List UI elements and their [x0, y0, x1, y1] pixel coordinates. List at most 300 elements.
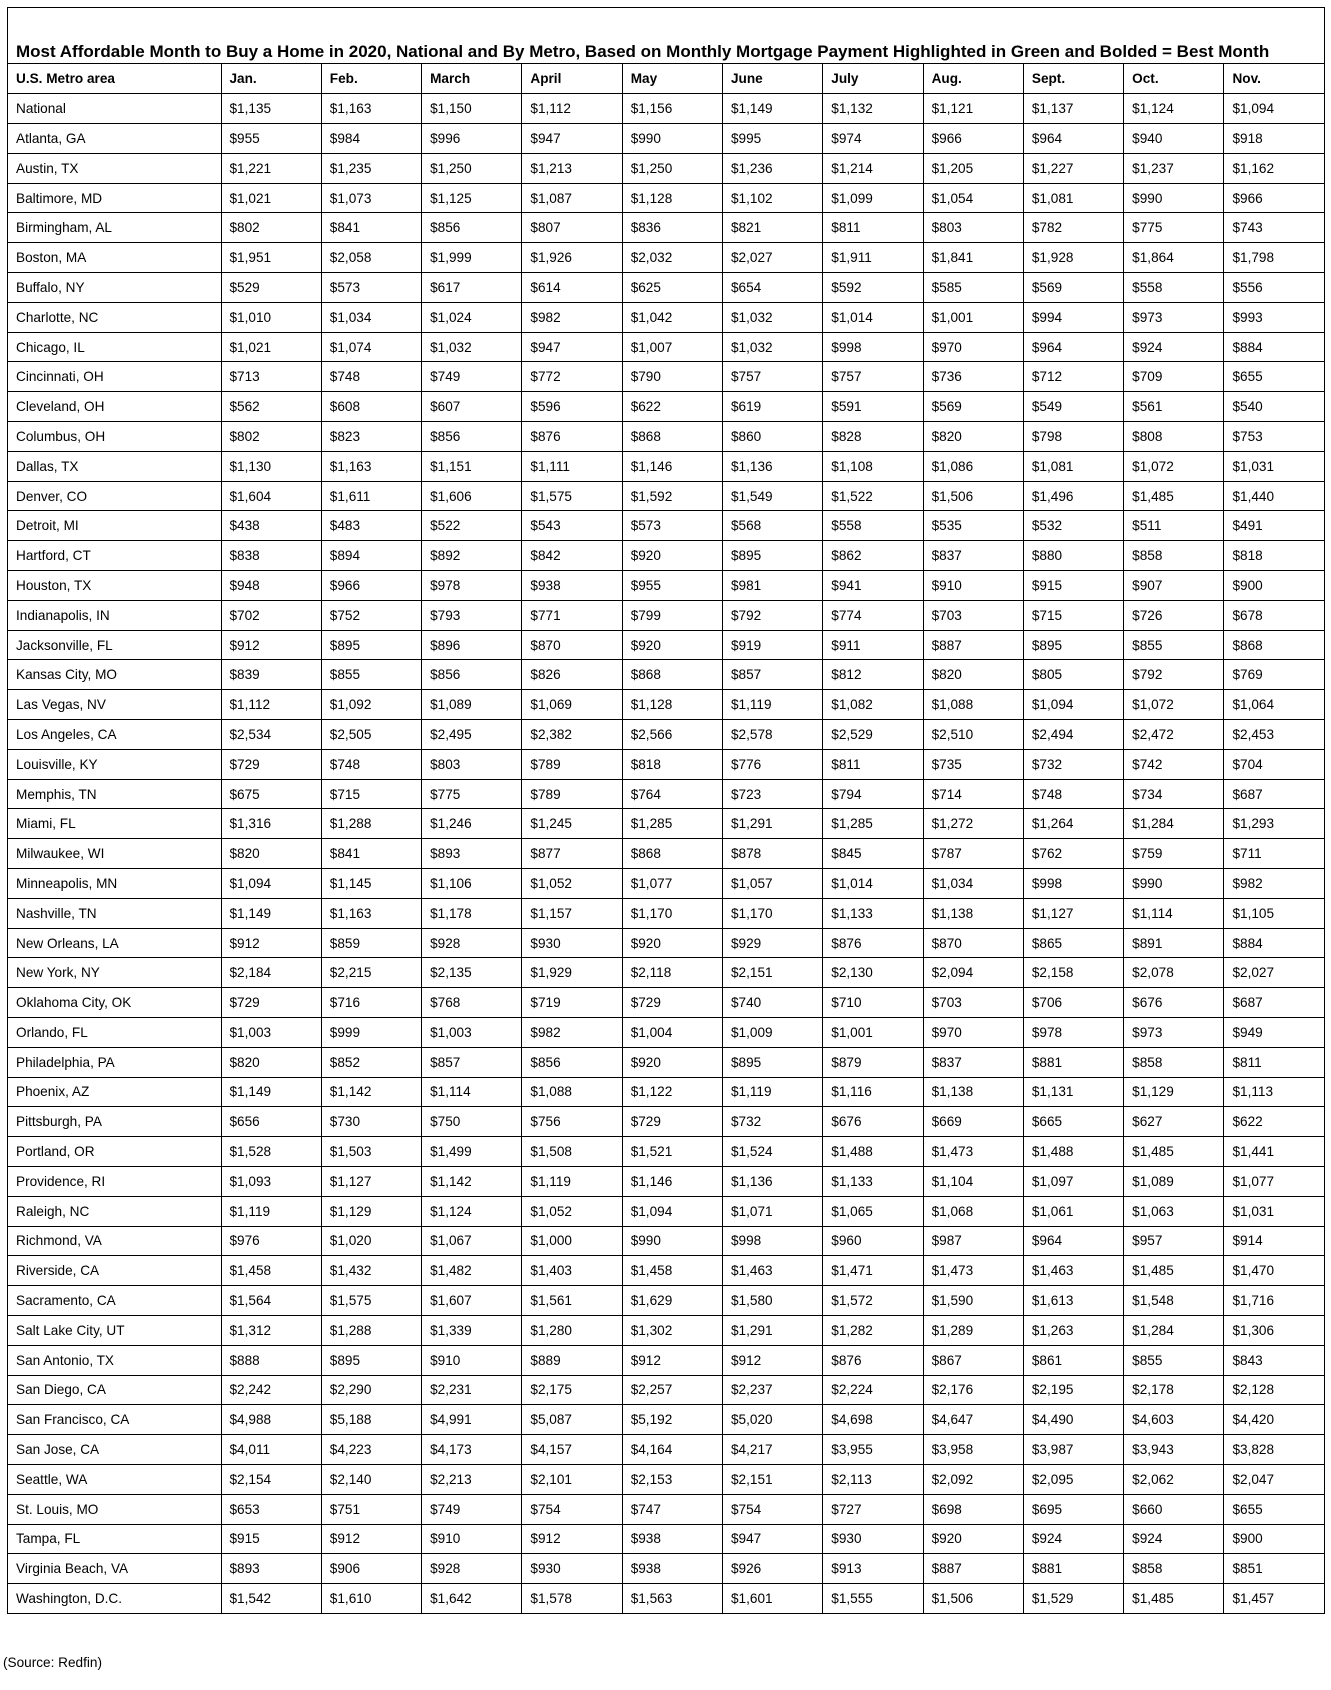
- payment-cell: $2,578: [722, 720, 822, 750]
- metro-name-cell: San Diego, CA: [8, 1375, 221, 1405]
- payment-cell: $1,032: [722, 332, 822, 362]
- payment-cell: $938: [622, 1554, 722, 1584]
- payment-cell: $818: [622, 749, 722, 779]
- payment-cell: $2,135: [422, 958, 522, 988]
- payment-cell: $687: [1224, 779, 1324, 809]
- payment-cell: $719: [522, 988, 622, 1018]
- payment-cell: $654: [722, 273, 822, 303]
- payment-cell: $1,116: [823, 1077, 923, 1107]
- payment-cell: $1,092: [321, 690, 421, 720]
- payment-cell: $892: [422, 541, 522, 571]
- payment-cell: $855: [1124, 1345, 1224, 1375]
- table-row: [8, 1047, 1324, 1077]
- payment-cell: $803: [923, 213, 1023, 243]
- payment-cell: $966: [923, 124, 1023, 154]
- payment-cell: $856: [422, 660, 522, 690]
- metro-name-cell: Nashville, TN: [8, 898, 221, 928]
- payment-cell: $2,231: [422, 1375, 522, 1405]
- payment-cell: $895: [1023, 630, 1123, 660]
- payment-cell: $715: [321, 779, 421, 809]
- payment-cell: $918: [1224, 124, 1324, 154]
- payment-cell: $858: [1124, 1554, 1224, 1584]
- payment-cell: $1,221: [221, 153, 321, 183]
- metro-name-cell: Kansas City, MO: [8, 660, 221, 690]
- payment-cell: $1,072: [1124, 690, 1224, 720]
- payment-cell: $2,257: [622, 1375, 722, 1405]
- payment-cell: $1,146: [622, 1166, 722, 1196]
- payment-cell: $990: [1124, 183, 1224, 213]
- payment-cell: $870: [923, 928, 1023, 958]
- payment-cell: $1,112: [221, 690, 321, 720]
- payment-cell: $1,302: [622, 1315, 722, 1345]
- payment-cell: $3,943: [1124, 1435, 1224, 1465]
- payment-cell: $858: [1124, 541, 1224, 571]
- payment-cell: $865: [1023, 928, 1123, 958]
- payment-cell: $812: [823, 660, 923, 690]
- metro-name-cell: Raleigh, NC: [8, 1196, 221, 1226]
- payment-cell: $1,052: [522, 1196, 622, 1226]
- payment-cell: $884: [1224, 928, 1324, 958]
- payment-cell: $754: [722, 1494, 822, 1524]
- payment-cell: $1,245: [522, 809, 622, 839]
- payment-cell: $996: [422, 124, 522, 154]
- payment-cell: $1,114: [1124, 898, 1224, 928]
- table-row: [8, 988, 1324, 1018]
- payment-cell: $709: [1124, 362, 1224, 392]
- table-row: [8, 422, 1324, 452]
- payment-cell: $981: [722, 571, 822, 601]
- payment-cell: $735: [923, 749, 1023, 779]
- payment-cell: $2,510: [923, 720, 1023, 750]
- payment-cell: $964: [1023, 124, 1123, 154]
- column-header-month: July: [823, 64, 923, 94]
- payment-cell: $1,522: [823, 481, 923, 511]
- payment-cell: $1,263: [1023, 1315, 1123, 1345]
- payment-cell: $2,094: [923, 958, 1023, 988]
- payment-cell: $1,065: [823, 1196, 923, 1226]
- column-header-month: Feb.: [321, 64, 421, 94]
- payment-cell: $976: [221, 1226, 321, 1256]
- table-row: [8, 958, 1324, 988]
- payment-cell: $1,127: [321, 1166, 421, 1196]
- metro-name-cell: Memphis, TN: [8, 779, 221, 809]
- payment-cell: $4,217: [722, 1435, 822, 1465]
- payment-cell: $1,306: [1224, 1315, 1324, 1345]
- payment-cell: $793: [422, 600, 522, 630]
- metro-name-cell: Las Vegas, NV: [8, 690, 221, 720]
- payment-cell: $1,613: [1023, 1286, 1123, 1316]
- payment-cell: $919: [722, 630, 822, 660]
- payment-cell: $826: [522, 660, 622, 690]
- payment-cell: $698: [923, 1494, 1023, 1524]
- payment-cell: $2,290: [321, 1375, 421, 1405]
- payment-cell: $569: [1023, 273, 1123, 303]
- payment-cell: $622: [1224, 1107, 1324, 1137]
- payment-cell: $845: [823, 839, 923, 869]
- payment-cell: $1,458: [221, 1256, 321, 1286]
- payment-cell: $625: [622, 273, 722, 303]
- payment-cell: $2,529: [823, 720, 923, 750]
- metro-name-cell: Washington, D.C.: [8, 1584, 221, 1614]
- payment-cell: $1,088: [923, 690, 1023, 720]
- payment-cell: $2,495: [422, 720, 522, 750]
- payment-cell: $973: [1124, 302, 1224, 332]
- payment-cell: $757: [823, 362, 923, 392]
- payment-cell: $749: [422, 1494, 522, 1524]
- metro-name-cell: Milwaukee, WI: [8, 839, 221, 869]
- payment-cell: $2,195: [1023, 1375, 1123, 1405]
- payment-cell: $911: [823, 630, 923, 660]
- table-row: [8, 839, 1324, 869]
- payment-cell: $859: [321, 928, 421, 958]
- payment-cell: $1,178: [422, 898, 522, 928]
- payment-cell: $769: [1224, 660, 1324, 690]
- payment-cell: $1,561: [522, 1286, 622, 1316]
- payment-cell: $1,146: [622, 451, 722, 481]
- payment-cell: $823: [321, 422, 421, 452]
- payment-cell: $995: [722, 124, 822, 154]
- payment-cell: $4,991: [422, 1405, 522, 1435]
- payment-cell: $715: [1023, 600, 1123, 630]
- payment-cell: $955: [221, 124, 321, 154]
- payment-cell: $912: [221, 928, 321, 958]
- payment-cell: $938: [522, 571, 622, 601]
- payment-cell: $3,955: [823, 1435, 923, 1465]
- payment-cell: $1,089: [1124, 1166, 1224, 1196]
- payment-cell: $1,119: [722, 690, 822, 720]
- payment-cell: $703: [923, 988, 1023, 1018]
- payment-cell: $978: [1023, 1018, 1123, 1048]
- payment-cell: $4,223: [321, 1435, 421, 1465]
- payment-cell: $1,082: [823, 690, 923, 720]
- payment-cell: $843: [1224, 1345, 1324, 1375]
- payment-cell: $1,124: [1124, 94, 1224, 124]
- payment-cell: $759: [1124, 839, 1224, 869]
- payment-cell: $2,032: [622, 243, 722, 273]
- payment-cell: $562: [221, 392, 321, 422]
- payment-cell: $1,485: [1124, 1137, 1224, 1167]
- payment-cell: $1,432: [321, 1256, 421, 1286]
- payment-cell: $1,291: [722, 809, 822, 839]
- payment-cell: $2,154: [221, 1464, 321, 1494]
- payment-cell: $775: [1124, 213, 1224, 243]
- payment-cell: $1,149: [722, 94, 822, 124]
- payment-cell: $757: [722, 362, 822, 392]
- payment-cell: $675: [221, 779, 321, 809]
- payment-cell: $1,135: [221, 94, 321, 124]
- payment-cell: $970: [923, 332, 1023, 362]
- payment-cell: $1,542: [221, 1584, 321, 1614]
- payment-cell: $4,173: [422, 1435, 522, 1465]
- payment-cell: $749: [422, 362, 522, 392]
- payment-cell: $665: [1023, 1107, 1123, 1137]
- payment-cell: $947: [522, 124, 622, 154]
- column-header-month: March: [422, 64, 522, 94]
- payment-cell: $627: [1124, 1107, 1224, 1137]
- payment-cell: $1,272: [923, 809, 1023, 839]
- payment-cell: $774: [823, 600, 923, 630]
- payment-cell: $929: [722, 928, 822, 958]
- payment-cell: $723: [722, 779, 822, 809]
- table-row: [8, 809, 1324, 839]
- payment-cell: $655: [1224, 362, 1324, 392]
- payment-cell: $1,113: [1224, 1077, 1324, 1107]
- payment-cell: $2,078: [1124, 958, 1224, 988]
- table-row: [8, 571, 1324, 601]
- payment-cell: $687: [1224, 988, 1324, 1018]
- payment-cell: $3,958: [923, 1435, 1023, 1465]
- table-row: [8, 213, 1324, 243]
- table-row: [8, 660, 1324, 690]
- payment-cell: $881: [1023, 1047, 1123, 1077]
- table-row: [8, 1137, 1324, 1167]
- payment-cell: $912: [221, 630, 321, 660]
- payment-cell: $1,136: [722, 1166, 822, 1196]
- payment-cell: $1,521: [622, 1137, 722, 1167]
- payment-cell: $776: [722, 749, 822, 779]
- payment-cell: $2,184: [221, 958, 321, 988]
- metro-name-cell: Detroit, MI: [8, 511, 221, 541]
- payment-cell: $1,093: [221, 1166, 321, 1196]
- payment-cell: $1,457: [1224, 1584, 1324, 1614]
- payment-cell: $556: [1224, 273, 1324, 303]
- payment-cell: $1,285: [823, 809, 923, 839]
- payment-cell: $703: [923, 600, 1023, 630]
- payment-cell: $2,062: [1124, 1464, 1224, 1494]
- payment-cell: $811: [823, 213, 923, 243]
- payment-cell: $2,101: [522, 1464, 622, 1494]
- payment-cell: $1,014: [823, 302, 923, 332]
- table-row: [8, 1584, 1324, 1614]
- payment-cell: $970: [923, 1018, 1023, 1048]
- payment-cell: $1,086: [923, 451, 1023, 481]
- payment-cell: $751: [321, 1494, 421, 1524]
- payment-cell: $1,496: [1023, 481, 1123, 511]
- table-row: [8, 1524, 1324, 1554]
- payment-cell: $2,494: [1023, 720, 1123, 750]
- payment-cell: $543: [522, 511, 622, 541]
- payment-cell: $841: [321, 213, 421, 243]
- table-row: [8, 720, 1324, 750]
- metro-name-cell: National: [8, 94, 221, 124]
- table-row: [8, 94, 1324, 124]
- payment-cell: $1,067: [422, 1226, 522, 1256]
- payment-cell: $561: [1124, 392, 1224, 422]
- payment-cell: $2,178: [1124, 1375, 1224, 1405]
- payment-cell: $887: [923, 630, 1023, 660]
- payment-cell: $907: [1124, 571, 1224, 601]
- payment-cell: $2,505: [321, 720, 421, 750]
- payment-cell: $912: [321, 1524, 421, 1554]
- table-row: [8, 1286, 1324, 1316]
- payment-cell: $895: [722, 541, 822, 571]
- payment-cell: $895: [321, 1345, 421, 1375]
- payment-cell: $900: [1224, 571, 1324, 601]
- metro-name-cell: Riverside, CA: [8, 1256, 221, 1286]
- payment-cell: $1,214: [823, 153, 923, 183]
- payment-cell: $808: [1124, 422, 1224, 452]
- payment-cell: $1,081: [1023, 451, 1123, 481]
- payment-cell: $799: [622, 600, 722, 630]
- table-row: [8, 1375, 1324, 1405]
- payment-cell: $585: [923, 273, 1023, 303]
- table-row: [8, 779, 1324, 809]
- payment-cell: $438: [221, 511, 321, 541]
- payment-cell: $928: [422, 1554, 522, 1584]
- payment-cell: $1,072: [1124, 451, 1224, 481]
- payment-cell: $1,034: [923, 869, 1023, 899]
- payment-cell: $2,058: [321, 243, 421, 273]
- payment-cell: $716: [321, 988, 421, 1018]
- payment-cell: $787: [923, 839, 1023, 869]
- payment-cell: $1,289: [923, 1315, 1023, 1345]
- payment-cell: $1,087: [522, 183, 622, 213]
- payment-cell: $1,441: [1224, 1137, 1324, 1167]
- payment-cell: $1,841: [923, 243, 1023, 273]
- payment-cell: $794: [823, 779, 923, 809]
- payment-cell: $1,911: [823, 243, 923, 273]
- payment-cell: $1,575: [522, 481, 622, 511]
- payment-cell: $1,163: [321, 94, 421, 124]
- payment-cell: $982: [1224, 869, 1324, 899]
- payment-cell: $914: [1224, 1226, 1324, 1256]
- payment-cell: $734: [1124, 779, 1224, 809]
- payment-cell: $990: [622, 124, 722, 154]
- payment-cell: $2,176: [923, 1375, 1023, 1405]
- payment-cell: $910: [422, 1345, 522, 1375]
- payment-cell: $558: [1124, 273, 1224, 303]
- payment-cell: $930: [823, 1524, 923, 1554]
- payment-cell: $747: [622, 1494, 722, 1524]
- payment-cell: $1,094: [622, 1196, 722, 1226]
- payment-cell: $4,157: [522, 1435, 622, 1465]
- payment-cell: $1,089: [422, 690, 522, 720]
- payment-cell: $857: [722, 660, 822, 690]
- payment-cell: $1,235: [321, 153, 421, 183]
- payment-cell: $920: [622, 1047, 722, 1077]
- payment-cell: $1,503: [321, 1137, 421, 1167]
- payment-cell: $4,988: [221, 1405, 321, 1435]
- payment-cell: $726: [1124, 600, 1224, 630]
- payment-cell: $660: [1124, 1494, 1224, 1524]
- payment-cell: $732: [1023, 749, 1123, 779]
- table-row: [8, 541, 1324, 571]
- payment-cell: $678: [1224, 600, 1324, 630]
- payment-cell: $1,463: [1023, 1256, 1123, 1286]
- payment-cell: $805: [1023, 660, 1123, 690]
- payment-cell: $960: [823, 1226, 923, 1256]
- payment-cell: $2,128: [1224, 1375, 1324, 1405]
- payment-cell: $1,288: [321, 1315, 421, 1345]
- payment-cell: $573: [622, 511, 722, 541]
- payment-cell: $998: [722, 1226, 822, 1256]
- table-row: [8, 124, 1324, 154]
- payment-cell: $1,129: [1124, 1077, 1224, 1107]
- payment-cell: $558: [823, 511, 923, 541]
- payment-cell: $569: [923, 392, 1023, 422]
- payment-cell: $868: [1224, 630, 1324, 660]
- metro-name-cell: Birmingham, AL: [8, 213, 221, 243]
- payment-cell: $491: [1224, 511, 1324, 541]
- payment-cell: $973: [1124, 1018, 1224, 1048]
- column-header-month: April: [522, 64, 622, 94]
- payment-cell: $1,102: [722, 183, 822, 213]
- payment-cell: $999: [321, 1018, 421, 1048]
- payment-cell: $710: [823, 988, 923, 1018]
- payment-cell: $915: [221, 1524, 321, 1554]
- payment-cell: $821: [722, 213, 822, 243]
- payment-cell: $1,142: [321, 1077, 421, 1107]
- payment-cell: $924: [1023, 1524, 1123, 1554]
- payment-cell: $1,128: [622, 183, 722, 213]
- payment-cell: $893: [422, 839, 522, 869]
- payment-cell: $1,524: [722, 1137, 822, 1167]
- metro-name-cell: San Jose, CA: [8, 1435, 221, 1465]
- metro-name-cell: Charlotte, NC: [8, 302, 221, 332]
- table-row: [8, 600, 1324, 630]
- payment-cell: $1,578: [522, 1584, 622, 1614]
- payment-cell: $1,042: [622, 302, 722, 332]
- payment-cell: $655: [1224, 1494, 1324, 1524]
- column-header-month: Sept.: [1023, 64, 1123, 94]
- payment-cell: $729: [221, 988, 321, 1018]
- payment-cell: $729: [622, 1107, 722, 1137]
- payment-cell: $762: [1023, 839, 1123, 869]
- payment-cell: $748: [321, 362, 421, 392]
- payment-cell: $964: [1023, 1226, 1123, 1256]
- payment-cell: $752: [321, 600, 421, 630]
- payment-cell: $1,592: [622, 481, 722, 511]
- table-row: [8, 1315, 1324, 1345]
- payment-cell: $1,074: [321, 332, 421, 362]
- payment-cell: $1,312: [221, 1315, 321, 1345]
- payment-cell: $838: [221, 541, 321, 571]
- payment-cell: $841: [321, 839, 421, 869]
- payment-cell: $535: [923, 511, 1023, 541]
- table-row: [8, 1107, 1324, 1137]
- payment-cell: $2,151: [722, 958, 822, 988]
- payment-cell: $1,151: [422, 451, 522, 481]
- payment-cell: $1,291: [722, 1315, 822, 1345]
- payment-cell: $811: [823, 749, 923, 779]
- payment-cell: $742: [1124, 749, 1224, 779]
- payment-cell: $2,095: [1023, 1464, 1123, 1494]
- payment-cell: $896: [422, 630, 522, 660]
- metro-name-cell: Indianapolis, IN: [8, 600, 221, 630]
- payment-cell: $729: [221, 749, 321, 779]
- payment-cell: $1,125: [422, 183, 522, 213]
- metro-name-cell: Chicago, IL: [8, 332, 221, 362]
- payment-cell: $789: [522, 779, 622, 809]
- metro-name-cell: Buffalo, NY: [8, 273, 221, 303]
- payment-cell: $928: [422, 928, 522, 958]
- payment-cell: $4,164: [622, 1435, 722, 1465]
- payment-cell: $1,205: [923, 153, 1023, 183]
- payment-cell: $1,130: [221, 451, 321, 481]
- payment-cell: $1,629: [622, 1286, 722, 1316]
- payment-cell: $522: [422, 511, 522, 541]
- payment-cell: $1,284: [1124, 809, 1224, 839]
- payment-cell: $1,094: [1224, 94, 1324, 124]
- payment-cell: $1,250: [422, 153, 522, 183]
- payment-cell: $906: [321, 1554, 421, 1584]
- payment-cell: $1,601: [722, 1584, 822, 1614]
- payment-cell: $1,068: [923, 1196, 1023, 1226]
- payment-cell: $1,528: [221, 1137, 321, 1167]
- payment-cell: $754: [522, 1494, 622, 1524]
- payment-cell: $2,453: [1224, 720, 1324, 750]
- column-header-month: May: [622, 64, 722, 94]
